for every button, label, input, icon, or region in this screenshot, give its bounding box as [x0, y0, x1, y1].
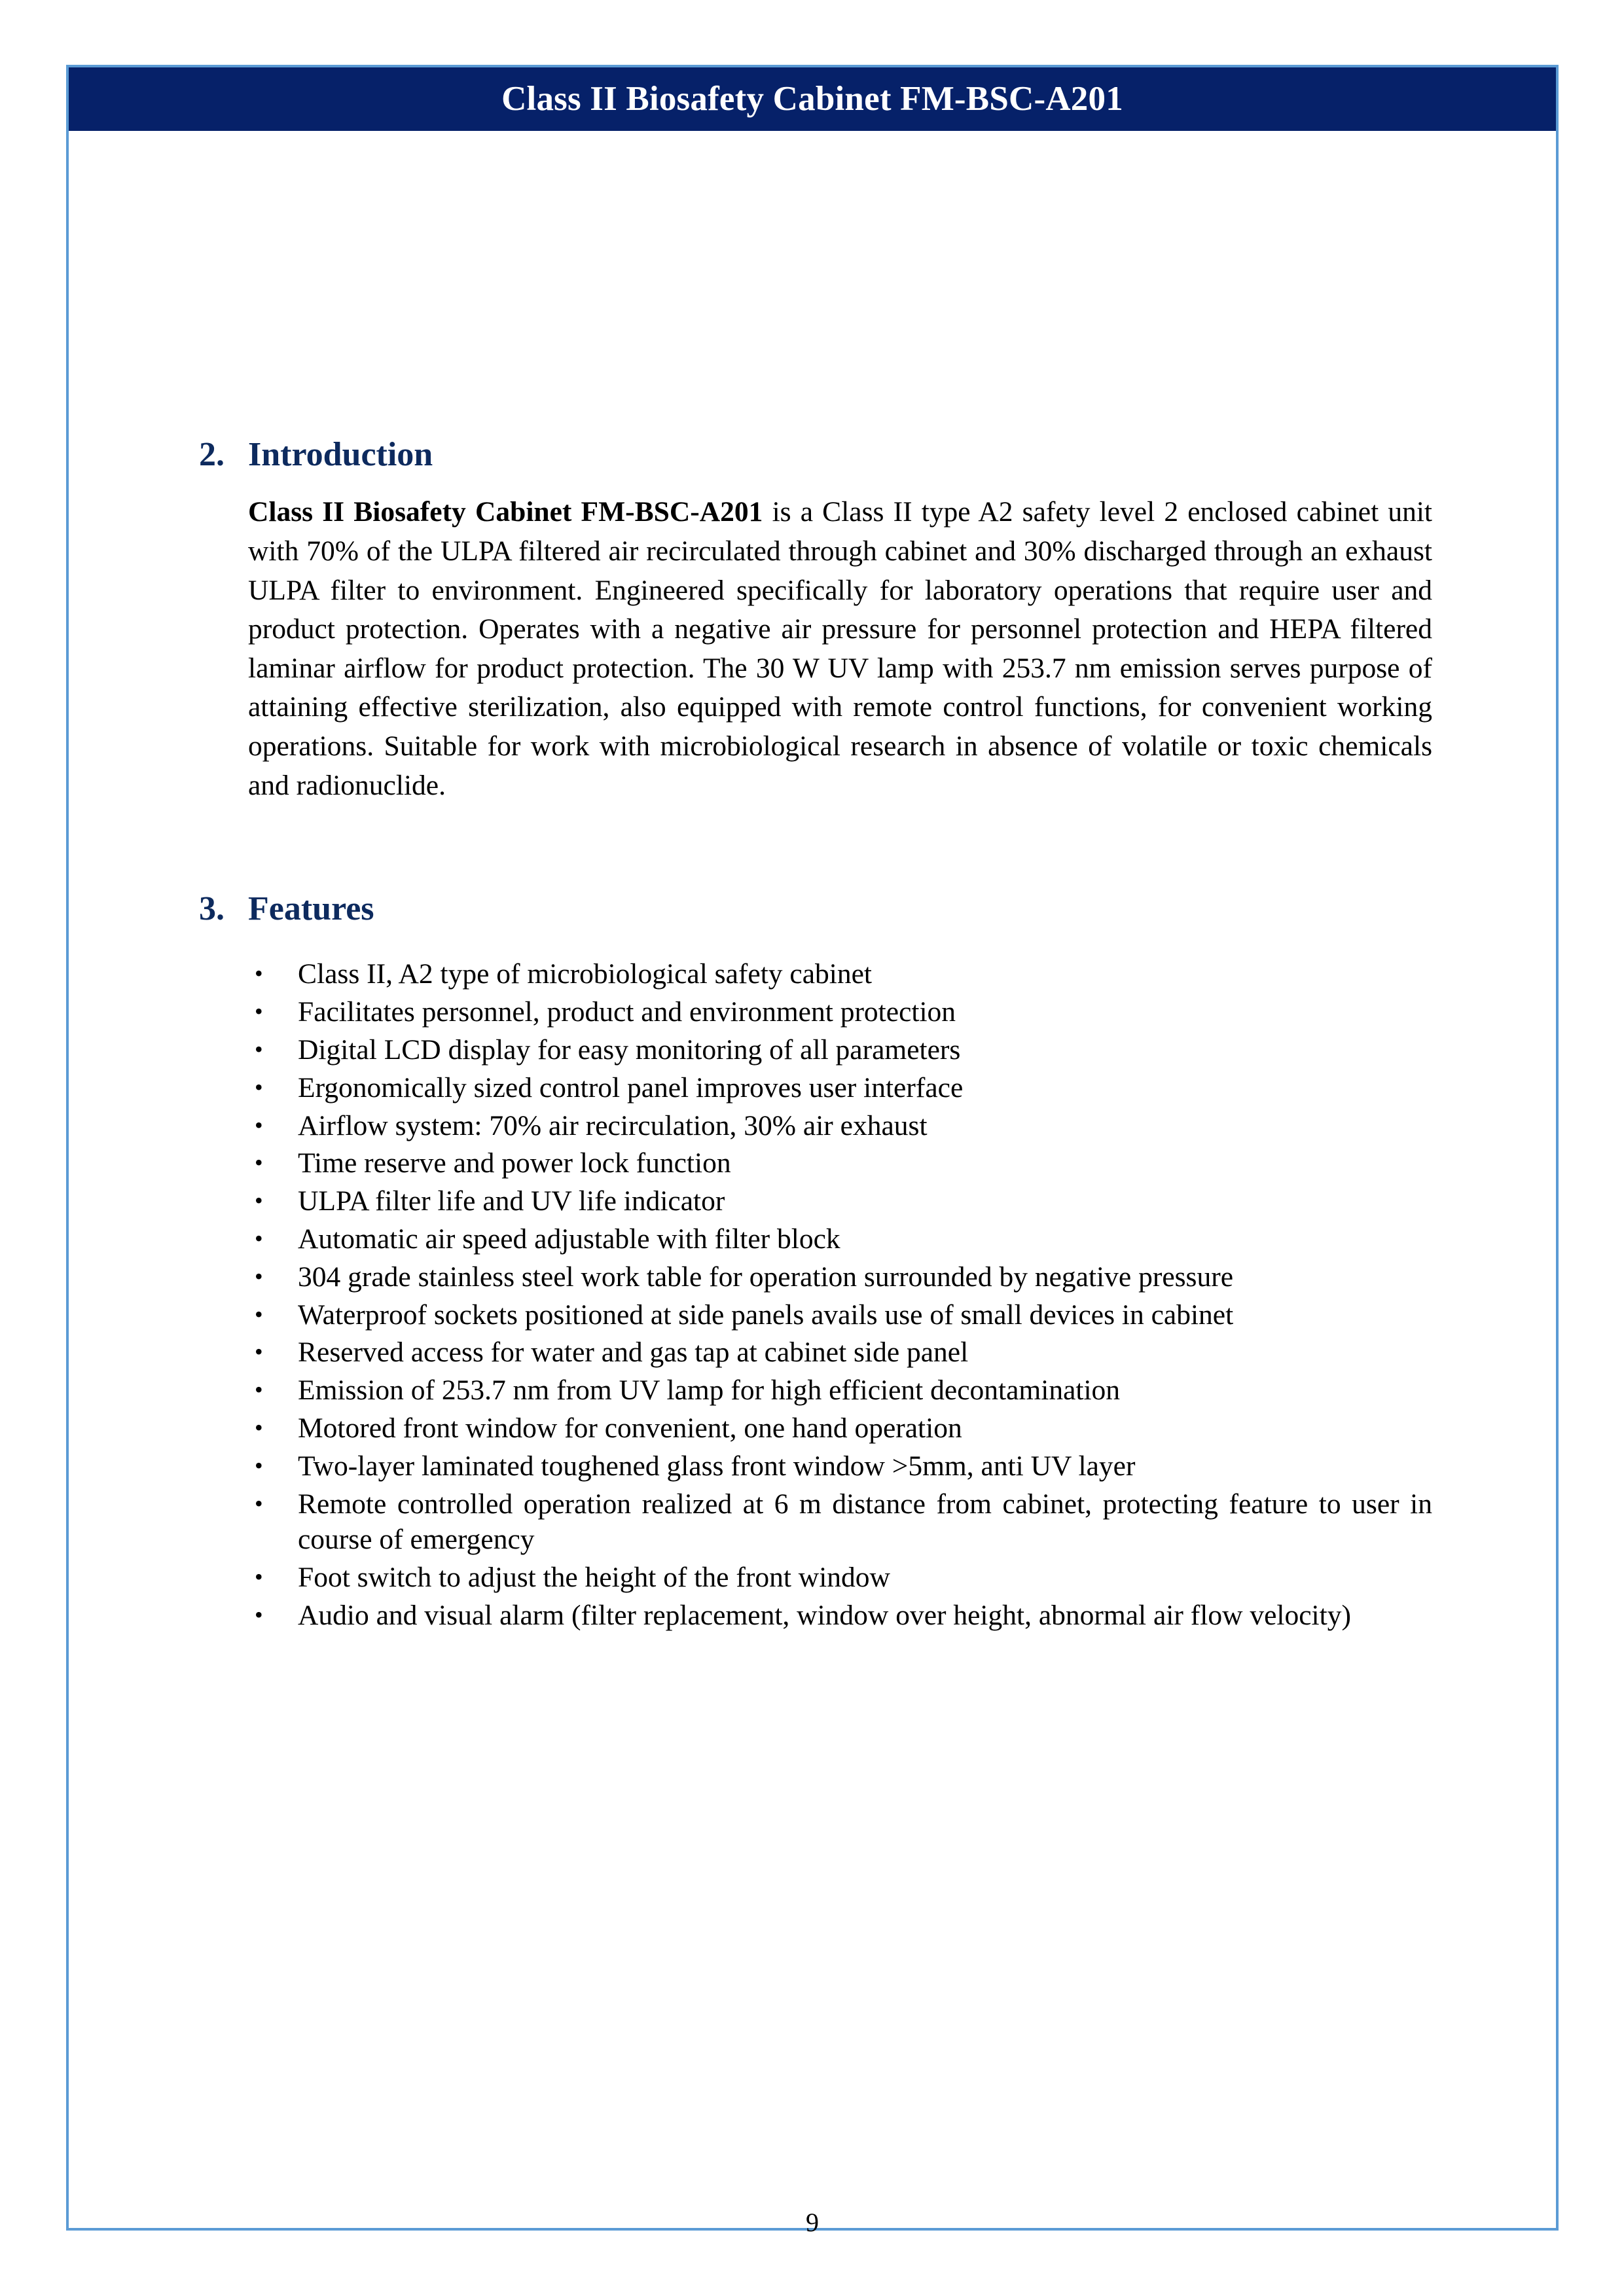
introduction-paragraph	[248, 493, 1432, 805]
list-item-label: Digital LCD display for easy monitoring of all parameters	[298, 1034, 961, 1066]
list-item	[248, 1486, 1432, 1558]
content-area	[199, 435, 1432, 1636]
list-item-label: Emission of 253.7 nm from UV lamp for high efficient decontamination	[298, 1374, 1121, 1407]
introduction-paragraph-text: is a Class II type A2 safety level 2 enclosed cabinet unit with 70% of the ULPA filtered air recirculated through cabinet and 30% discharged through an exhaust ULPA filter to environment. Engineered specifically for laboratory operations that require user and product protection. Operates with a negative air pressure for personnel protection and HEPA filtered laminar airflow for product protection. The 30 W UV lamp with 253.7 nm emission serves purpose of attaining effective sterilization, also equipped with remote control functions, for convenient working operations. Suitable for work with microbiological research in absence of volatile or toxic chemicals and radionuclide.	[248, 496, 1432, 801]
list-item	[248, 1183, 1432, 1219]
page-header-title: Class II Biosafety Cabinet FM-BSC-A201	[501, 80, 1123, 118]
bullet-icon: •	[255, 1073, 263, 1100]
section-number: 3.	[199, 890, 225, 928]
list-item-label: Time reserve and power lock function	[298, 1147, 731, 1179]
heading-spacer	[199, 475, 1432, 493]
bullet-icon: •	[255, 1263, 263, 1289]
bullet-icon: •	[255, 1376, 263, 1403]
bullet-icon: •	[255, 1111, 263, 1138]
bullet-icon: •	[255, 998, 263, 1025]
list-item	[248, 1410, 1432, 1446]
section-title: Introduction	[248, 436, 433, 473]
list-item	[248, 956, 1432, 992]
list-item-label: Motored front window for convenient, one hand operation	[298, 1412, 962, 1444]
features-list	[248, 956, 1432, 1633]
bullet-icon: •	[255, 1414, 263, 1441]
list-item	[248, 1448, 1432, 1484]
bullet-icon: •	[255, 960, 263, 987]
section-heading-introduction	[199, 435, 1432, 475]
features-spacer	[199, 929, 1432, 956]
section-spacer	[199, 805, 1432, 889]
list-item	[248, 1297, 1432, 1333]
list-item	[248, 994, 1432, 1030]
list-item	[248, 1070, 1432, 1106]
bullet-icon: •	[255, 1564, 263, 1590]
list-item-label: Audio and visual alarm (filter replacement, window over height, abnormal air flow velocity)	[298, 1600, 1351, 1632]
page-frame	[66, 65, 1559, 2237]
product-name-bold: Class II Biosafety Cabinet FM-BSC-A201	[248, 496, 763, 528]
bullet-icon: •	[255, 1300, 263, 1327]
list-item-label: Class II, A2 type of microbiological safety cabinet	[298, 958, 873, 990]
section-number: 2.	[199, 436, 225, 473]
list-item-label: Waterproof sockets positioned at side panels avails use of small devices in cabinet	[298, 1299, 1234, 1331]
list-item-label: Foot switch to adjust the height of the front window	[298, 1562, 890, 1594]
list-item-label: Airflow system: 70% air recirculation, 30% air exhaust	[298, 1109, 928, 1141]
list-item	[248, 1145, 1432, 1181]
list-item-label: Reserved access for water and gas tap at cabinet side panel	[298, 1336, 969, 1369]
bullet-icon: •	[255, 1490, 263, 1516]
list-item-label: Ergonomically sized control panel improves user interface	[298, 1071, 964, 1103]
document-body	[69, 131, 1556, 2237]
bullet-icon: •	[255, 1036, 263, 1063]
list-item	[248, 1108, 1432, 1144]
list-item	[248, 1032, 1432, 1068]
list-item-label: Facilitates personnel, product and environment protection	[298, 996, 956, 1028]
list-item	[248, 1259, 1432, 1295]
page-header-banner	[69, 67, 1556, 131]
list-item	[248, 1221, 1432, 1257]
list-item	[248, 1372, 1432, 1408]
bullet-icon: •	[255, 1338, 263, 1365]
list-item-label: Automatic air speed adjustable with filter block	[298, 1223, 840, 1255]
list-item	[248, 1598, 1432, 1634]
list-item	[248, 1560, 1432, 1596]
list-item-label: Remote controlled operation realized at 6 m distance from cabinet, protecting feature to user in course of emergency	[298, 1488, 1432, 1556]
page-number: 9	[806, 2208, 819, 2237]
list-item	[248, 1335, 1432, 1371]
list-item-label: 304 grade stainless steel work table for operation surrounded by negative pressure	[298, 1261, 1234, 1293]
bullet-icon: •	[255, 1225, 263, 1252]
list-item-label: Two-layer laminated toughened glass front window >5mm, anti UV layer	[298, 1450, 1136, 1482]
bullet-icon: •	[255, 1452, 263, 1479]
bullet-icon: •	[255, 1149, 263, 1176]
bullet-icon: •	[255, 1602, 263, 1628]
introduction-body	[248, 493, 1432, 805]
bullet-icon: •	[255, 1187, 263, 1214]
list-item-label: ULPA filter life and UV life indicator	[298, 1185, 725, 1217]
section-title: Features	[248, 890, 374, 928]
section-heading-features	[199, 889, 1432, 929]
